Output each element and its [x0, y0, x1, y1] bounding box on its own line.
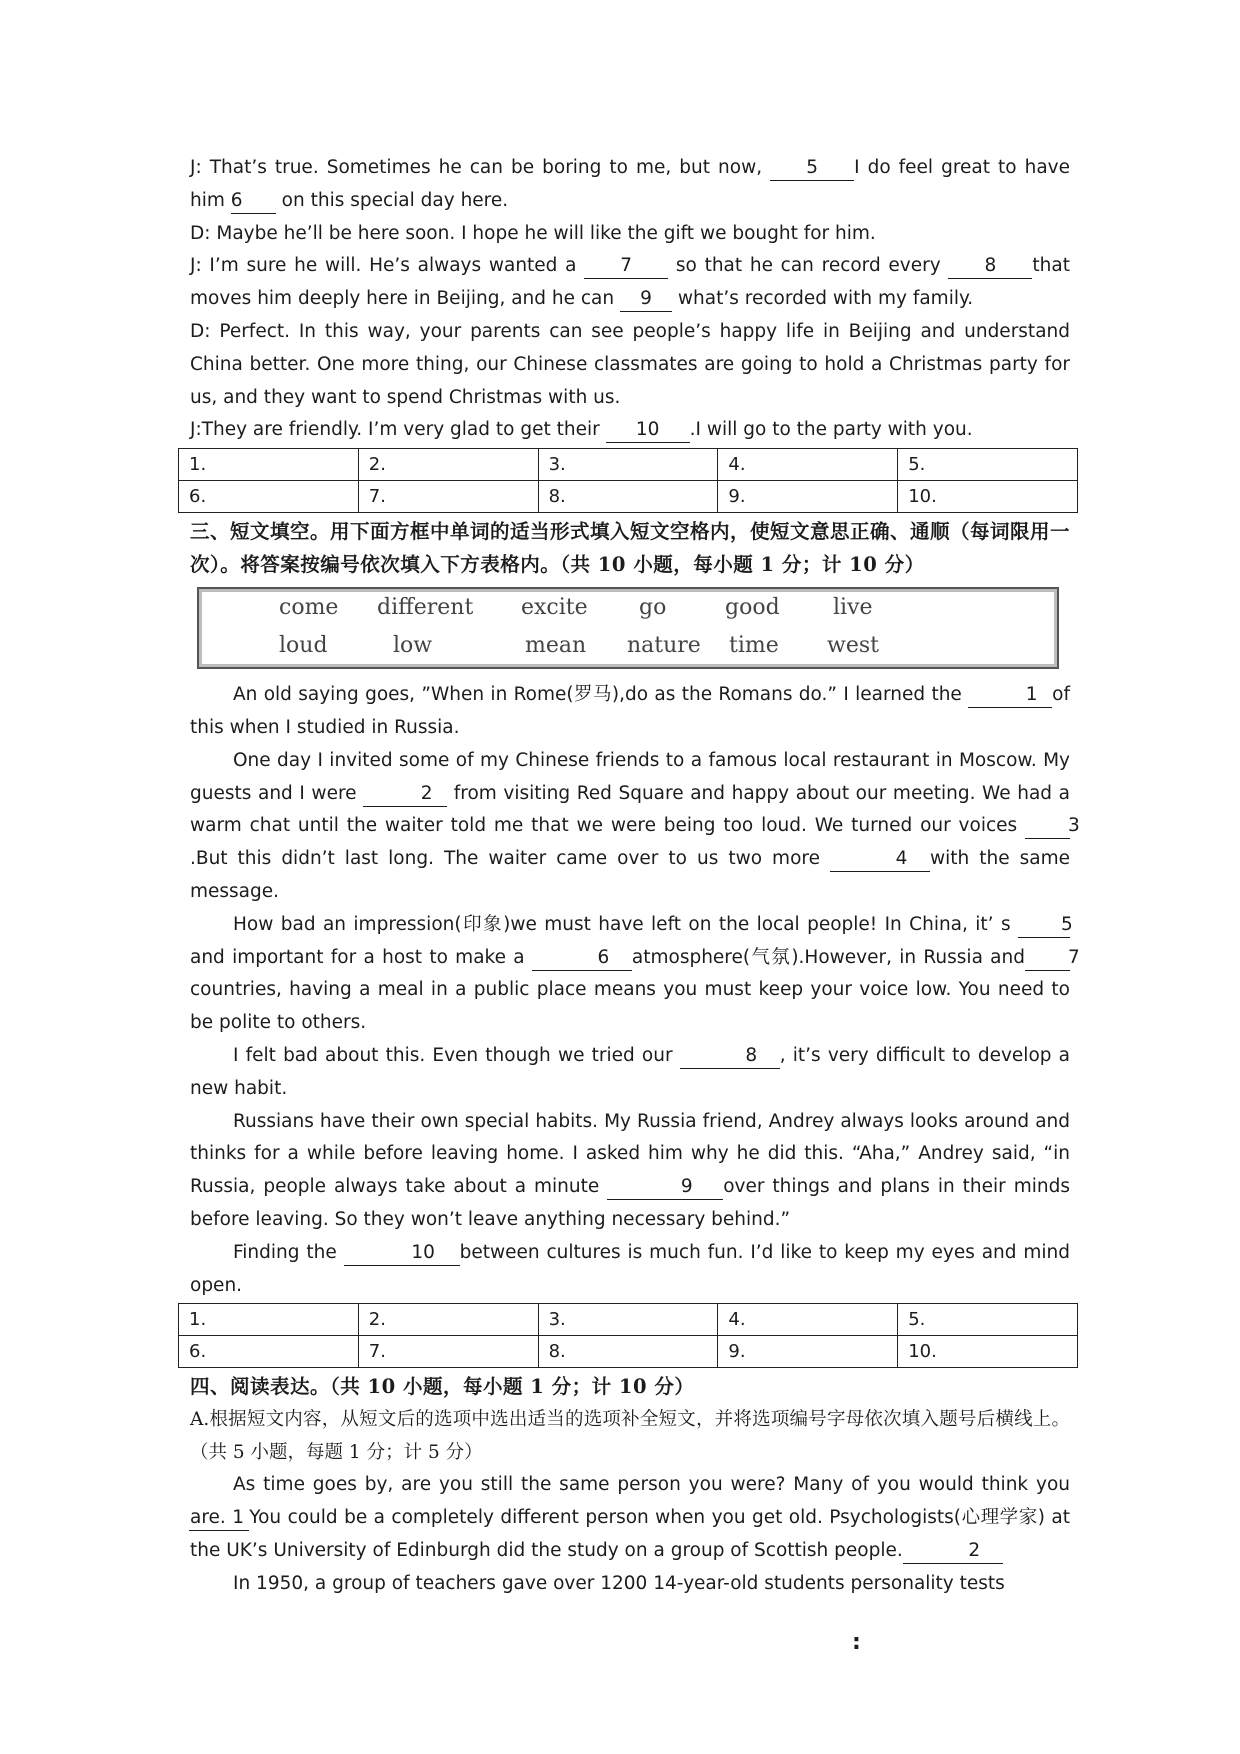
text: so that he can record every — [675, 255, 941, 277]
blank-2[interactable]: 2 — [363, 782, 447, 807]
text: I do feel great to have him — [190, 157, 1070, 211]
text: .But this didn’t last long. The waiter came over to us two more — [190, 848, 820, 870]
word-bank-item: mean — [525, 633, 587, 659]
answer-cell[interactable]: 10. — [898, 481, 1078, 513]
answer-cell[interactable]: 6. — [179, 1336, 359, 1368]
table-row — [179, 1304, 1078, 1336]
text: As time goes by, are you still the same person you were? Many of you would think you are. — [190, 1474, 1070, 1529]
section-4-instructions: A.根据短文内容，从短文后的选项中选出适当的选项补全短文，并将选项编号字母依次填入题号后横线上。（共 5 小题，每题 1 分；计 5 分） — [190, 1409, 1070, 1464]
blank-6[interactable]: 6 — [532, 946, 632, 971]
text: from visiting Red Square and happy about our meeting. We had a warm chat until the waiter told me that we were being too loud. We turned our voices — [190, 782, 1070, 837]
blank-9[interactable]: 9 — [607, 1175, 723, 1200]
text: An old saying goes, ”When in Rome(罗马),do as the Romans do.” I learned the — [233, 684, 962, 706]
text: on this special day here. — [281, 189, 509, 211]
blank-4[interactable]: 4 — [830, 847, 930, 872]
word-bank-item: good — [725, 595, 780, 621]
blank-5[interactable]: 5 — [770, 156, 854, 181]
text: One day I invited some of my Chinese friends to a famous local restaurant in Moscow. My guests and I were — [190, 749, 1070, 804]
blank-10[interactable]: 10 — [606, 418, 690, 443]
paragraph — [190, 745, 1080, 909]
answer-cell[interactable]: 2. — [358, 1304, 538, 1336]
word-bank-box — [197, 587, 1059, 669]
footer-mark: : — [852, 1630, 861, 1655]
section-3-passage — [190, 679, 1080, 1302]
text: that moves him deeply here in Beijing, and he can — [190, 255, 1070, 310]
text: Russians have their own special habits. My Russia friend, Andrey always looks around and thinks for a while before leaving home. I asked him why he did this. “Aha,” Andrey said, “in Russia, people always take about a minute — [190, 1110, 1070, 1198]
paragraph: In 1950, a group of teachers gave over 1200 14-year-old students personality tests — [233, 1572, 1005, 1594]
word-bank-item: excite — [521, 595, 588, 621]
text: Finding the — [233, 1241, 337, 1263]
paragraph — [190, 679, 1070, 745]
answer-table — [178, 1303, 1078, 1368]
blank-5[interactable]: 5 — [1018, 913, 1070, 938]
text: what’s recorded with my family. — [677, 288, 974, 310]
dialogue-line — [190, 250, 1070, 316]
section-3-heading: 三、短文填空。用下面方框中单词的适当形式填入短文空格内，使短文意思正确、通顺（每词限用一次）。将答案按编号依次填入下方表格内。（共 10 小题，每小题 1 分；计 10 分） — [190, 520, 1071, 577]
text: J: That’s true. Sometimes he can be boring to me, but now, — [190, 157, 763, 178]
table-row — [179, 1336, 1078, 1368]
dialogue-line — [190, 414, 1070, 447]
answer-cell[interactable]: 7. — [358, 481, 538, 513]
word-bank-item: go — [639, 595, 667, 621]
dialogue-section — [190, 152, 1070, 447]
answer-cell[interactable]: 9. — [718, 481, 898, 513]
answer-cell[interactable]: 7. — [358, 1336, 538, 1368]
answer-cell[interactable]: 10. — [898, 1336, 1078, 1368]
word-bank-item: time — [729, 633, 779, 659]
blank-1[interactable]: 1 — [968, 683, 1052, 708]
word-bank-item: live — [833, 595, 873, 621]
text: You could be a completely different person when you get old. Psychologists(心理学家) at the UK’s University of Edinburgh did the study on a group of Scottish people. — [190, 1507, 1070, 1561]
answer-table — [178, 448, 1078, 513]
word-bank-item: west — [827, 633, 879, 659]
word-bank-item: low — [393, 633, 433, 659]
dialogue-line — [190, 152, 1070, 218]
answer-cell[interactable]: 4. — [718, 449, 898, 481]
text: J: I’m sure he will. He’s always wanted a — [190, 255, 577, 277]
blank-1[interactable]: 1 — [189, 1506, 249, 1531]
table-row — [179, 481, 1078, 513]
paragraph — [190, 1106, 1070, 1237]
dialogue-line: D: Maybe he’ll be here soon. I hope he will like the gift we bought for him. — [190, 222, 876, 244]
answer-cell[interactable]: 5. — [898, 1304, 1078, 1336]
answer-cell[interactable]: 9. — [718, 1336, 898, 1368]
page-content — [189, 152, 1080, 1601]
text: I felt bad about this. Even though we tried our — [233, 1044, 673, 1066]
paragraph — [190, 909, 1080, 1040]
text: .I will go to the party with you. — [689, 419, 973, 441]
text: and important for a host to make a — [190, 946, 525, 968]
text: over things and plans in their minds before leaving. So they won’t leave anything necessary behind.” — [190, 1176, 1070, 1230]
blank-7[interactable]: 7 — [584, 254, 668, 279]
section-4-heading: 四、阅读表达。（共 10 小题，每小题 1 分；计 10 分） — [190, 1375, 695, 1399]
text: countries, having a meal in a public place means you must keep your voice low. You need to be polite to others. — [190, 979, 1070, 1034]
answer-cell[interactable]: 2. — [358, 449, 538, 481]
blank-8[interactable]: 8 — [680, 1044, 780, 1069]
answer-cell[interactable]: 5. — [898, 449, 1078, 481]
blank-3[interactable]: 3 — [1025, 814, 1070, 839]
word-bank-item: loud — [279, 633, 328, 659]
paragraph — [190, 1237, 1070, 1303]
text: How bad an impression(印象)we must have left on the local people! In China, it’ s — [233, 913, 1011, 935]
word-bank-item: different — [377, 595, 474, 621]
blank-8[interactable]: 8 — [948, 254, 1032, 279]
paragraph — [190, 1040, 1070, 1106]
answer-cell[interactable]: 3. — [538, 449, 718, 481]
section-4-passage — [190, 1469, 1070, 1600]
text: , it’s very difficult to develop a new habit. — [190, 1044, 1071, 1099]
dialogue-line: D: Perfect. In this way, your parents can see people’s happy life in Beijing and understand China better. One more thing, our Chinese classmates are going to hold a Christmas party for us, and they want to spend Christmas with us. — [190, 320, 1070, 408]
text: J:They are friendly. I’m very glad to get their — [190, 419, 600, 441]
paragraph — [190, 1469, 1070, 1567]
answer-cell[interactable]: 8. — [538, 1336, 718, 1368]
blank-6[interactable]: 6 — [231, 189, 276, 214]
blank-9[interactable]: 9 — [620, 287, 672, 312]
text: between cultures is much fun. I’d like to keep my eyes and mind open. — [190, 1241, 1070, 1296]
blank-2[interactable]: 2 — [903, 1539, 1003, 1564]
word-bank-item: nature — [627, 633, 701, 659]
blank-7[interactable]: 7 — [1025, 946, 1070, 971]
text: of this when I studied in Russia. — [190, 684, 1070, 738]
table-row — [179, 449, 1078, 481]
text: atmosphere(气氛).However, in Russia and — [631, 946, 1025, 968]
answer-cell[interactable]: 8. — [538, 481, 718, 513]
answer-cell[interactable]: 1. — [179, 449, 359, 481]
answer-cell[interactable]: 1. — [179, 1304, 359, 1336]
blank-10[interactable]: 10 — [344, 1241, 460, 1266]
answer-cell[interactable]: 3. — [538, 1304, 718, 1336]
answer-cell[interactable]: 4. — [718, 1304, 898, 1336]
word-bank-item: come — [279, 595, 339, 621]
answer-cell[interactable]: 6. — [179, 481, 359, 513]
text: with the same message. — [190, 848, 1070, 902]
